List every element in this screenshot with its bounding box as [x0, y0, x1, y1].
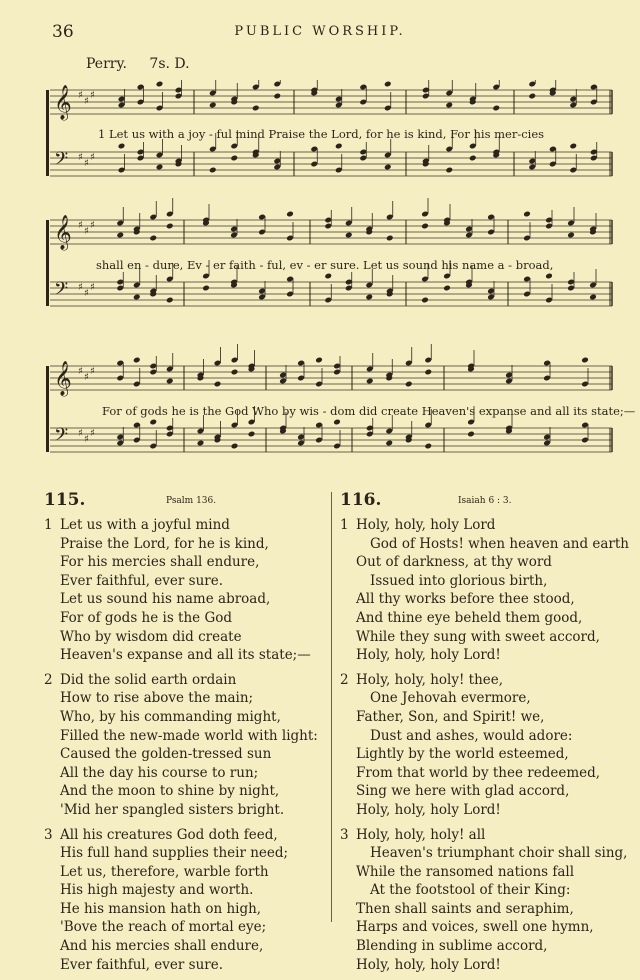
running-title: PUBLIC WORSHIP.	[234, 24, 406, 39]
lyrics-system-2: shall en - dure, Ev - er faith - ful, ev - er sure. Let us sound his name a - broad,	[96, 258, 554, 272]
stanza-number: 3	[44, 826, 53, 843]
hymn-number: 116.	[340, 490, 382, 510]
verse-line: And the moon to shine by night,	[60, 783, 280, 800]
svg-text:♯: ♯	[90, 366, 95, 377]
verse-text: Holy, holy, holy! thee,	[356, 671, 504, 688]
verse-line: From that world by thee redeemed,	[356, 764, 601, 781]
stanza	[44, 671, 324, 820]
verse-line: At the footstool of their King:	[370, 882, 571, 899]
verse-line: 'Bove the reach of mortal eye;	[60, 919, 267, 936]
svg-text:♯: ♯	[84, 96, 89, 107]
stanza-number: 2	[44, 671, 53, 688]
svg-text:𝄢: 𝄢	[54, 425, 69, 450]
page-number: 36	[52, 22, 74, 42]
verse-line: 'Mid her spangled sisters bright.	[60, 801, 285, 818]
lyrics-system-1: 1 Let us with a joy - ful mind Praise the Lord, for he is kind, For his mer-cies	[98, 127, 545, 141]
svg-text:𝄞: 𝄞	[54, 85, 72, 120]
stanza-number: 2	[340, 671, 349, 688]
verse-line: Issued into glorious birth,	[370, 572, 548, 589]
verse-line: Ever faithful, ever sure.	[60, 572, 223, 589]
verse-line: Blending in sublime accord,	[356, 938, 548, 955]
svg-text:𝄞: 𝄞	[54, 215, 72, 250]
stanza-number: 1	[44, 517, 53, 533]
verse-line	[44, 826, 324, 845]
verse-line: How to rise above the main;	[60, 690, 254, 707]
stanza-number: 1	[340, 517, 349, 533]
verse-line: Harps and voices, swell one hymn,	[356, 919, 594, 936]
svg-text:♯: ♯	[78, 90, 83, 101]
verse-line	[44, 516, 324, 535]
verse-line: Let us, therefore, warble forth	[60, 863, 269, 880]
svg-text:♯: ♯	[90, 90, 95, 101]
svg-text:♯: ♯	[84, 226, 89, 237]
hymn-stanzas	[44, 516, 324, 974]
verse-line: And his mercies shall endure,	[60, 938, 264, 955]
verse-line: For his mercies shall endure,	[60, 554, 260, 571]
verse-text: All his creatures God doth feed,	[60, 826, 278, 843]
hymn-116	[340, 490, 630, 980]
verse-line: His high majesty and worth.	[60, 882, 254, 899]
verse-line: Let us sound his name abroad,	[60, 591, 271, 608]
svg-text:♯: ♯	[78, 220, 83, 231]
stanza-number: 3	[340, 826, 349, 843]
verse-text: Holy, holy, holy Lord	[356, 517, 496, 533]
verse-line: Then shall saints and seraphim,	[356, 900, 574, 917]
verse-line: Heaven's expanse and all its state;—	[60, 647, 311, 664]
tune-name: Perry.	[86, 56, 127, 72]
svg-text:𝄞: 𝄞	[54, 361, 72, 396]
hymn-number: 115.	[44, 490, 86, 510]
verse-line	[340, 826, 620, 845]
svg-text:♯: ♯	[78, 152, 83, 163]
svg-text:𝄢: 𝄢	[54, 279, 69, 304]
verse-line: For of gods he is the God	[60, 609, 233, 626]
verse-line: Holy, holy, holy Lord!	[356, 956, 501, 973]
svg-text:♯: ♯	[78, 366, 83, 377]
verse-line: Caused the golden-tressed sun	[60, 746, 272, 763]
verse-line: All the day his course to run;	[60, 764, 259, 781]
verse-line: Filled the new-made world with light:	[60, 727, 318, 744]
verse-line: Dust and ashes, would adore:	[370, 727, 573, 744]
verse-text: Holy, holy, holy! all	[356, 826, 486, 843]
svg-text:𝄢: 𝄢	[54, 149, 69, 174]
verse-line: One Jehovah evermore,	[370, 690, 531, 707]
svg-text:♯: ♯	[90, 282, 95, 293]
svg-text:♯: ♯	[84, 434, 89, 445]
verse-line: While the ransomed nations fall	[356, 863, 575, 880]
verse-line	[340, 671, 620, 690]
hymn-stanzas	[340, 516, 630, 974]
verse-line: Lightly by the world esteemed,	[356, 746, 569, 763]
svg-text:♯: ♯	[90, 220, 95, 231]
verse-line: Who, by his commanding might,	[60, 708, 281, 725]
verse-line: Father, Son, and Spirit! we,	[356, 708, 545, 725]
tune-heading	[86, 56, 208, 72]
music-system-2	[46, 198, 612, 306]
stanza	[44, 516, 324, 665]
stanza	[340, 671, 620, 820]
verse-line: Sing we here with glad accord,	[356, 783, 570, 800]
svg-text:♯: ♯	[78, 428, 83, 439]
verse-line: Holy, holy, holy Lord!	[356, 647, 501, 664]
stanza	[340, 516, 630, 665]
verse-text: Let us with a joyful mind	[60, 517, 230, 533]
hymn-115	[44, 490, 324, 980]
stanza	[340, 826, 628, 975]
svg-text:♯: ♯	[90, 428, 95, 439]
verse-line: Holy, holy, holy Lord!	[356, 801, 501, 818]
svg-text:♯: ♯	[84, 158, 89, 169]
verse-line: Praise the Lord, for he is kind,	[60, 535, 269, 552]
verse-text: Did the solid earth ordain	[60, 671, 237, 688]
stanza	[44, 826, 324, 975]
music-system-3	[46, 344, 612, 452]
verse-line: His full hand supplies their need;	[60, 845, 289, 862]
tune-meter: 7s. D.	[149, 56, 190, 72]
lyrics-system-3: For of gods he is the God Who by wis - dom did create Heaven's expanse and all its state;—	[102, 404, 636, 418]
svg-text:♯: ♯	[90, 152, 95, 163]
verse-line: God of Hosts! when heaven and earth	[370, 535, 630, 552]
svg-text:♯: ♯	[78, 282, 83, 293]
verse-line: Out of darkness, at thy word	[356, 554, 552, 571]
verse-line: And thine eye beheld them good,	[356, 609, 583, 626]
verse-line	[340, 516, 620, 535]
verse-line: Heaven's triumphant choir shall sing,	[370, 845, 628, 862]
verse-line: While they sung with sweet accord,	[356, 628, 600, 645]
verse-line: Who by wisdom did create	[60, 628, 242, 645]
svg-text:♯: ♯	[84, 288, 89, 299]
hymn-source: Psalm 136.	[166, 496, 217, 506]
verse-line	[44, 671, 324, 690]
hymn-source: Isaiah 6 : 3.	[458, 496, 512, 506]
svg-text:♯: ♯	[84, 372, 89, 383]
verse-line: He his mansion hath on high,	[60, 900, 262, 917]
verse-line: Ever faithful, ever sure.	[60, 956, 223, 973]
column-divider	[331, 492, 332, 922]
verse-line: All thy works before thee stood,	[356, 591, 575, 608]
